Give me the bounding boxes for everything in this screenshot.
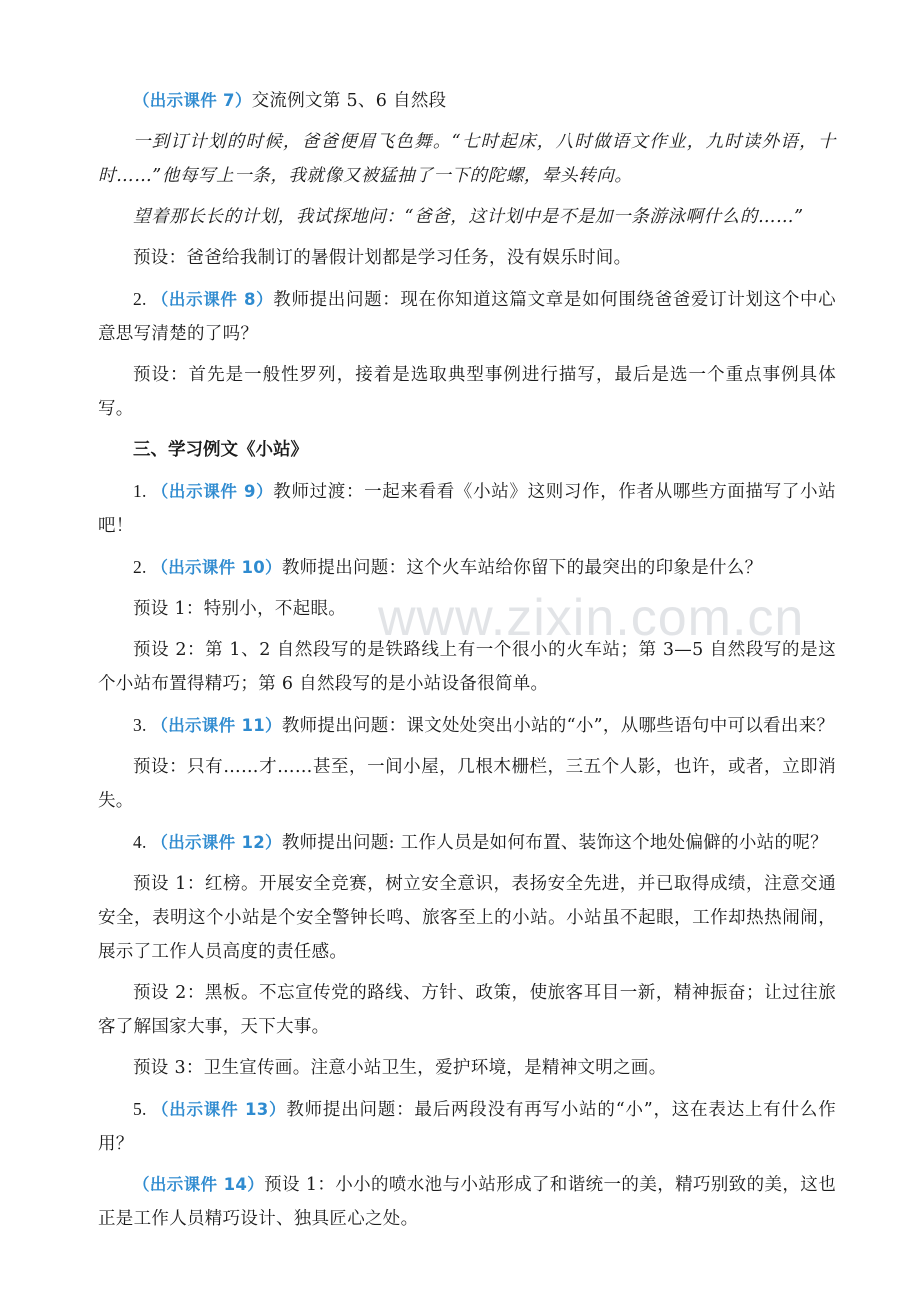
paragraph-text: 教师提出问题：最后两段没有再写小站的“小”，这在表达上有什么作用？ [98, 1100, 836, 1154]
courseware-tag: （出示课件 13） [151, 1100, 287, 1119]
courseware-tag: （出示课件 9） [151, 482, 274, 501]
paragraph-text: 预设：首先是一般性罗列，接着是选取典型事例进行描写，最后是选一个重点事例具体写。 [98, 365, 836, 419]
numbered-paragraph [98, 550, 836, 585]
numbered-paragraph [98, 1092, 836, 1161]
section-heading: 三、学习例文《小站》 [133, 440, 308, 460]
paragraph-text: 预设 1：特别小，不起眼。 [133, 599, 347, 619]
paragraph-text: 预设 2：黑板。不忘宣传党的路线、方针、政策，使旅客耳目一新，精神振奋；让过往旅客了解国家大事，天下大事。 [98, 983, 836, 1037]
item-number: 5. [133, 1099, 152, 1119]
paragraph [98, 592, 836, 626]
paragraph-text: 预设 1：红榜。开展安全竞赛，树立安全意识，表扬安全先进，并已取得成绩，注意交通安全，表明这个小站是个安全警钟长鸣、旅客至上的小站。小站虽不起眼，工作却热热闹闹，展示了工作人员高度的责任感。 [98, 874, 836, 962]
paragraph [98, 358, 836, 426]
courseware-tag: （出示课件 12） [151, 833, 282, 852]
paragraph-text: 教师过渡：一起来看看《小站》这则习作，作者从哪些方面描写了小站吧！ [98, 482, 836, 536]
item-number: 2. [133, 289, 152, 309]
paragraph [98, 633, 836, 701]
numbered-paragraph [98, 282, 836, 351]
paragraph-text: 预设 2：第 1、2 自然段写的是铁路线上有一个很小的火车站；第 3—5 自然段写的是这个小站布置得精巧；第 6 自然段写的是小站设备很简单。 [98, 640, 836, 694]
paragraph-text: 望着那长长的计划，我试探地问：“爸爸，这计划中是不是加一条游泳啊什么的……” [133, 207, 804, 227]
courseware-tag: （出示课件 11） [151, 716, 282, 735]
quoted-example-paragraph [98, 125, 836, 193]
document-body [98, 84, 836, 1243]
paragraph-text: 预设 3：卫生宣传画。注意小站卫生，爱护环境，是精神文明之画。 [133, 1058, 667, 1078]
paragraph-text: 预设：爸爸给我制订的暑假计划都是学习任务，没有娱乐时间。 [133, 248, 632, 268]
paragraph [98, 750, 836, 818]
paragraph-text: 教师提出问题：现在你知道这篇文章是如何围绕爸爸爱订计划这个中心意思写清楚的了吗？ [98, 290, 836, 344]
numbered-paragraph [98, 708, 836, 743]
item-number: 1. [133, 481, 152, 501]
item-number: 3. [133, 715, 152, 735]
paragraph [98, 976, 836, 1044]
courseware-tag: （出示课件 8） [151, 290, 274, 309]
paragraph [98, 241, 836, 275]
quoted-example-paragraph [98, 200, 836, 234]
item-number: 2. [133, 557, 152, 577]
paragraph-text: 一到订计划的时候，爸爸便眉飞色舞。“七时起床，八时做语文作业，九时读外语，十时……”他每写上一条，我就像又被猛抽了一下的陀螺，晕头转向。 [98, 132, 836, 186]
paragraph-text: 预设 1：小小的喷水池与小站形成了和谐统一的美，精巧别致的美，这也正是工作人员精巧设计、独具匠心之处。 [98, 1175, 836, 1229]
courseware-tag: （出示课件 7） [133, 91, 252, 110]
paragraph [98, 1051, 836, 1085]
paragraph-text: 教师提出问题：课文处处突出小站的“小”，从哪些语句中可以看出来？ [281, 716, 835, 736]
item-number: 4. [133, 832, 152, 852]
numbered-paragraph [98, 825, 836, 860]
paragraph-text: 教师提出问题: 工作人员是如何布置、装饰这个地处偏僻的小站的呢？ [281, 833, 828, 853]
watermark: www.zixin.com.cn [378, 589, 805, 647]
paragraph-text: 预设：只有……才……甚至，一间小屋，几根木栅栏，三五个人影，也许，或者，立即消失。 [98, 757, 836, 811]
paragraph-text: 交流例文第 5、6 自然段 [251, 91, 447, 111]
paragraph [98, 84, 836, 118]
paragraph [98, 1168, 836, 1236]
courseware-tag: （出示课件 14） [133, 1175, 265, 1194]
numbered-paragraph [98, 474, 836, 543]
paragraph-text: 教师提出问题：这个火车站给你留下的最突出的印象是什么？ [281, 558, 763, 578]
paragraph [98, 867, 836, 969]
courseware-tag: （出示课件 10） [151, 558, 282, 577]
